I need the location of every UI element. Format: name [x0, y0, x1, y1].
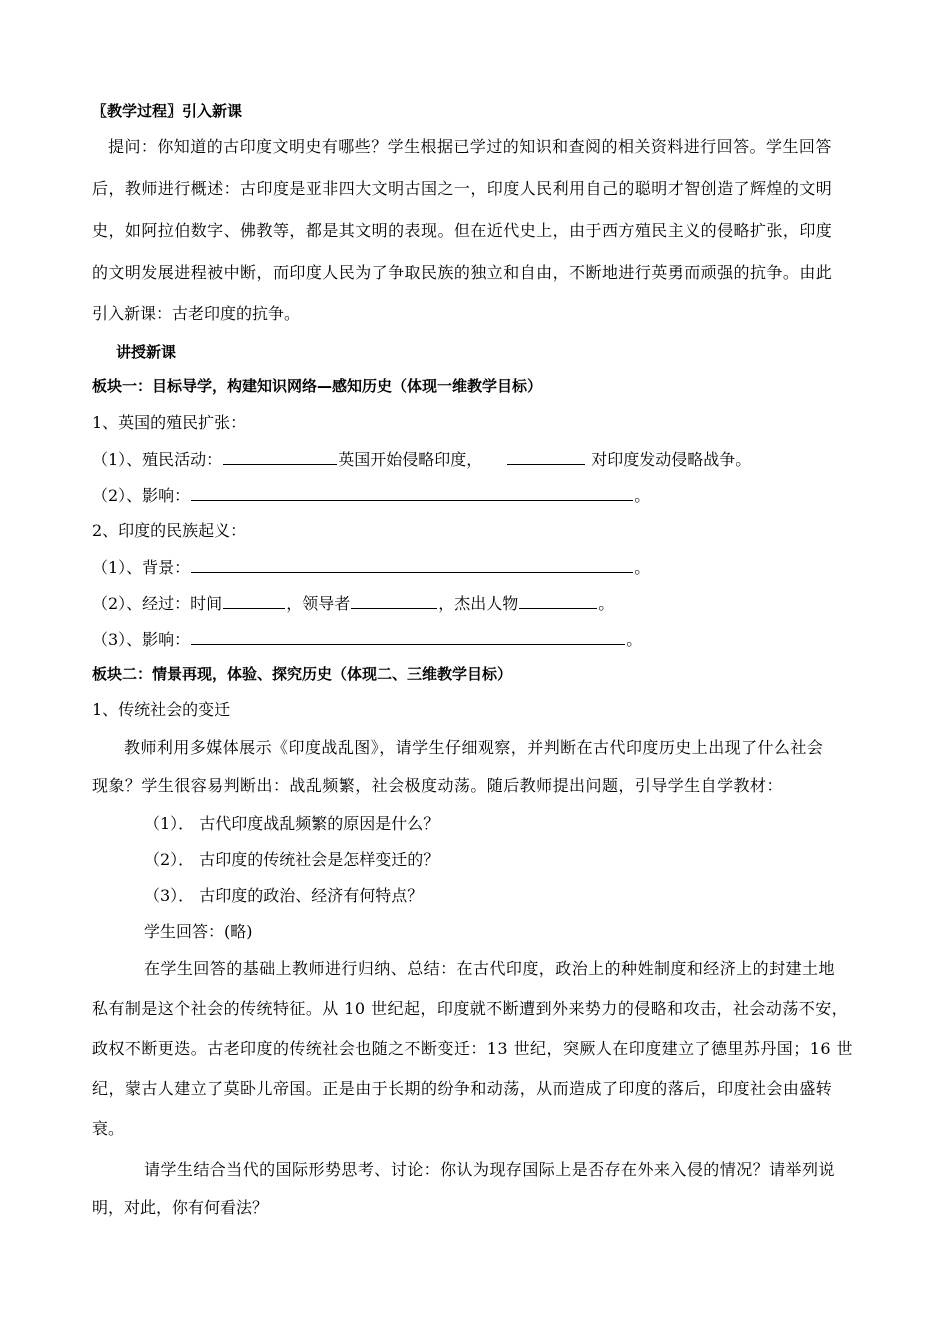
- intro-line-2: 后，教师进行概述：古印度是亚非四大文明古国之一，印度人民利用自己的聪明才智创造了辉煌的文明: [92, 179, 833, 198]
- block2-para1-line-2: 现象？学生很容易判断出：战乱频繁，社会极度动荡。随后教师提出问题，引导学生自学教材：: [92, 776, 783, 795]
- colonial-activity-row: [92, 448, 751, 471]
- block2-para3-line-2: 明，对此，你有何看法？: [92, 1198, 269, 1217]
- colonial-activity-end: 对印度发动侵略战争。: [586, 450, 752, 469]
- uprising-leader-label: ，领导者: [286, 594, 351, 613]
- block2-para2-line-5: 衰。: [92, 1119, 125, 1138]
- block2-heading: 板块二：情景再现，体验、探究历史（体现二、三维教学目标）: [92, 665, 513, 683]
- lecture-heading: 讲授新课: [116, 343, 177, 361]
- colonial-activity-label: （1）、殖民活动：: [92, 450, 223, 469]
- uprising-impact-label: （3）、影响：: [92, 630, 191, 649]
- block1-heading: 板块一：目标导学，构建知识网络—感知历史（体现一维教学目标）: [92, 377, 543, 395]
- intro-line-3: 史，如阿拉伯数字、佛教等，都是其文明的表现。但在近代史上，由于西方殖民主义的侵略扩张，印度: [92, 221, 833, 240]
- colonial-impact-label: （2）、影响：: [92, 486, 191, 505]
- question-3: （3）． 古印度的政治、经济有何特点？: [144, 886, 424, 905]
- uprising-course-end: 。: [598, 594, 615, 613]
- block2-para2-line-1: 在学生回答的基础上教师进行归纳、总结：在古代印度，政治上的种姓制度和经济上的封建土地: [144, 959, 835, 978]
- uprising-hero-blank[interactable]: [519, 592, 597, 609]
- uprising-background-label: （1）、背景：: [92, 558, 191, 577]
- block2-para2-line-3: 政权不断更迭。古老印度的传统社会也随之不断变迁：13 世纪，突厥人在印度建立了德里苏丹国；16 世: [92, 1039, 853, 1058]
- uprising-impact-end: 。: [626, 630, 643, 649]
- colonial-activity-blank-1[interactable]: [223, 448, 337, 465]
- question-1: （1）． 古代印度战乱频繁的原因是什么？: [144, 814, 440, 833]
- block2-para2-line-4: 纪，蒙古人建立了莫卧儿帝国。正是由于长期的纷争和动荡，从而造成了印度的落后，印度社会由盛转: [92, 1079, 833, 1098]
- uprising-background-blank[interactable]: [191, 556, 633, 573]
- process-heading: 〖教学过程〗引入新课: [92, 102, 243, 120]
- block1-item-2: 2、印度的民族起义：: [92, 521, 247, 540]
- intro-line-5: 引入新课：古老印度的抗争。: [92, 304, 301, 323]
- uprising-course-label: （2）、经过：时间: [92, 594, 223, 613]
- block2-item-1: 1、传统社会的变迁: [92, 700, 231, 719]
- colonial-impact-blank[interactable]: [191, 484, 633, 501]
- colonial-activity-blank-2[interactable]: [507, 448, 585, 465]
- uprising-impact-row: [92, 628, 642, 651]
- colonial-impact-row: [92, 484, 650, 507]
- block2-para2-line-2: 私有制是这个社会的传统特征。从 10 世纪起，印度就不断遭到外来势力的侵略和攻击，社会动荡不安，: [92, 999, 849, 1018]
- student-answer: 学生回答：(略): [144, 922, 253, 941]
- colonial-impact-end: 。: [634, 486, 651, 505]
- intro-line-1: 提问：你知道的古印度文明史有哪些？学生根据已学过的知识和查阅的相关资料进行回答。学生回答: [108, 137, 832, 156]
- block2-para1-line-1: 教师利用多媒体展示《印度战乱图》，请学生仔细观察，并判断在古代印度历史上出现了什么社会: [124, 738, 824, 757]
- uprising-course-row: [92, 592, 614, 615]
- intro-line-4: 的文明发展进程被中断，而印度人民为了争取民族的独立和自由，不断地进行英勇而顽强的抗争。由此: [92, 263, 833, 282]
- colonial-activity-mid: 英国开始侵略印度，: [338, 450, 483, 469]
- uprising-hero-label: ，杰出人物: [438, 594, 519, 613]
- block2-para3-line-1: 请学生结合当代的国际形势思考、讨论：你认为现存国际上是否存在外来入侵的情况？请举列说: [144, 1160, 835, 1179]
- block1-item-1: 1、英国的殖民扩张：: [92, 413, 247, 432]
- uprising-background-row: [92, 556, 650, 579]
- uprising-time-blank[interactable]: [223, 592, 285, 609]
- uprising-background-end: 。: [634, 558, 651, 577]
- question-2: （2）． 古印度的传统社会是怎样变迁的？: [144, 850, 440, 869]
- uprising-impact-blank[interactable]: [191, 628, 625, 645]
- uprising-leader-blank[interactable]: [351, 592, 437, 609]
